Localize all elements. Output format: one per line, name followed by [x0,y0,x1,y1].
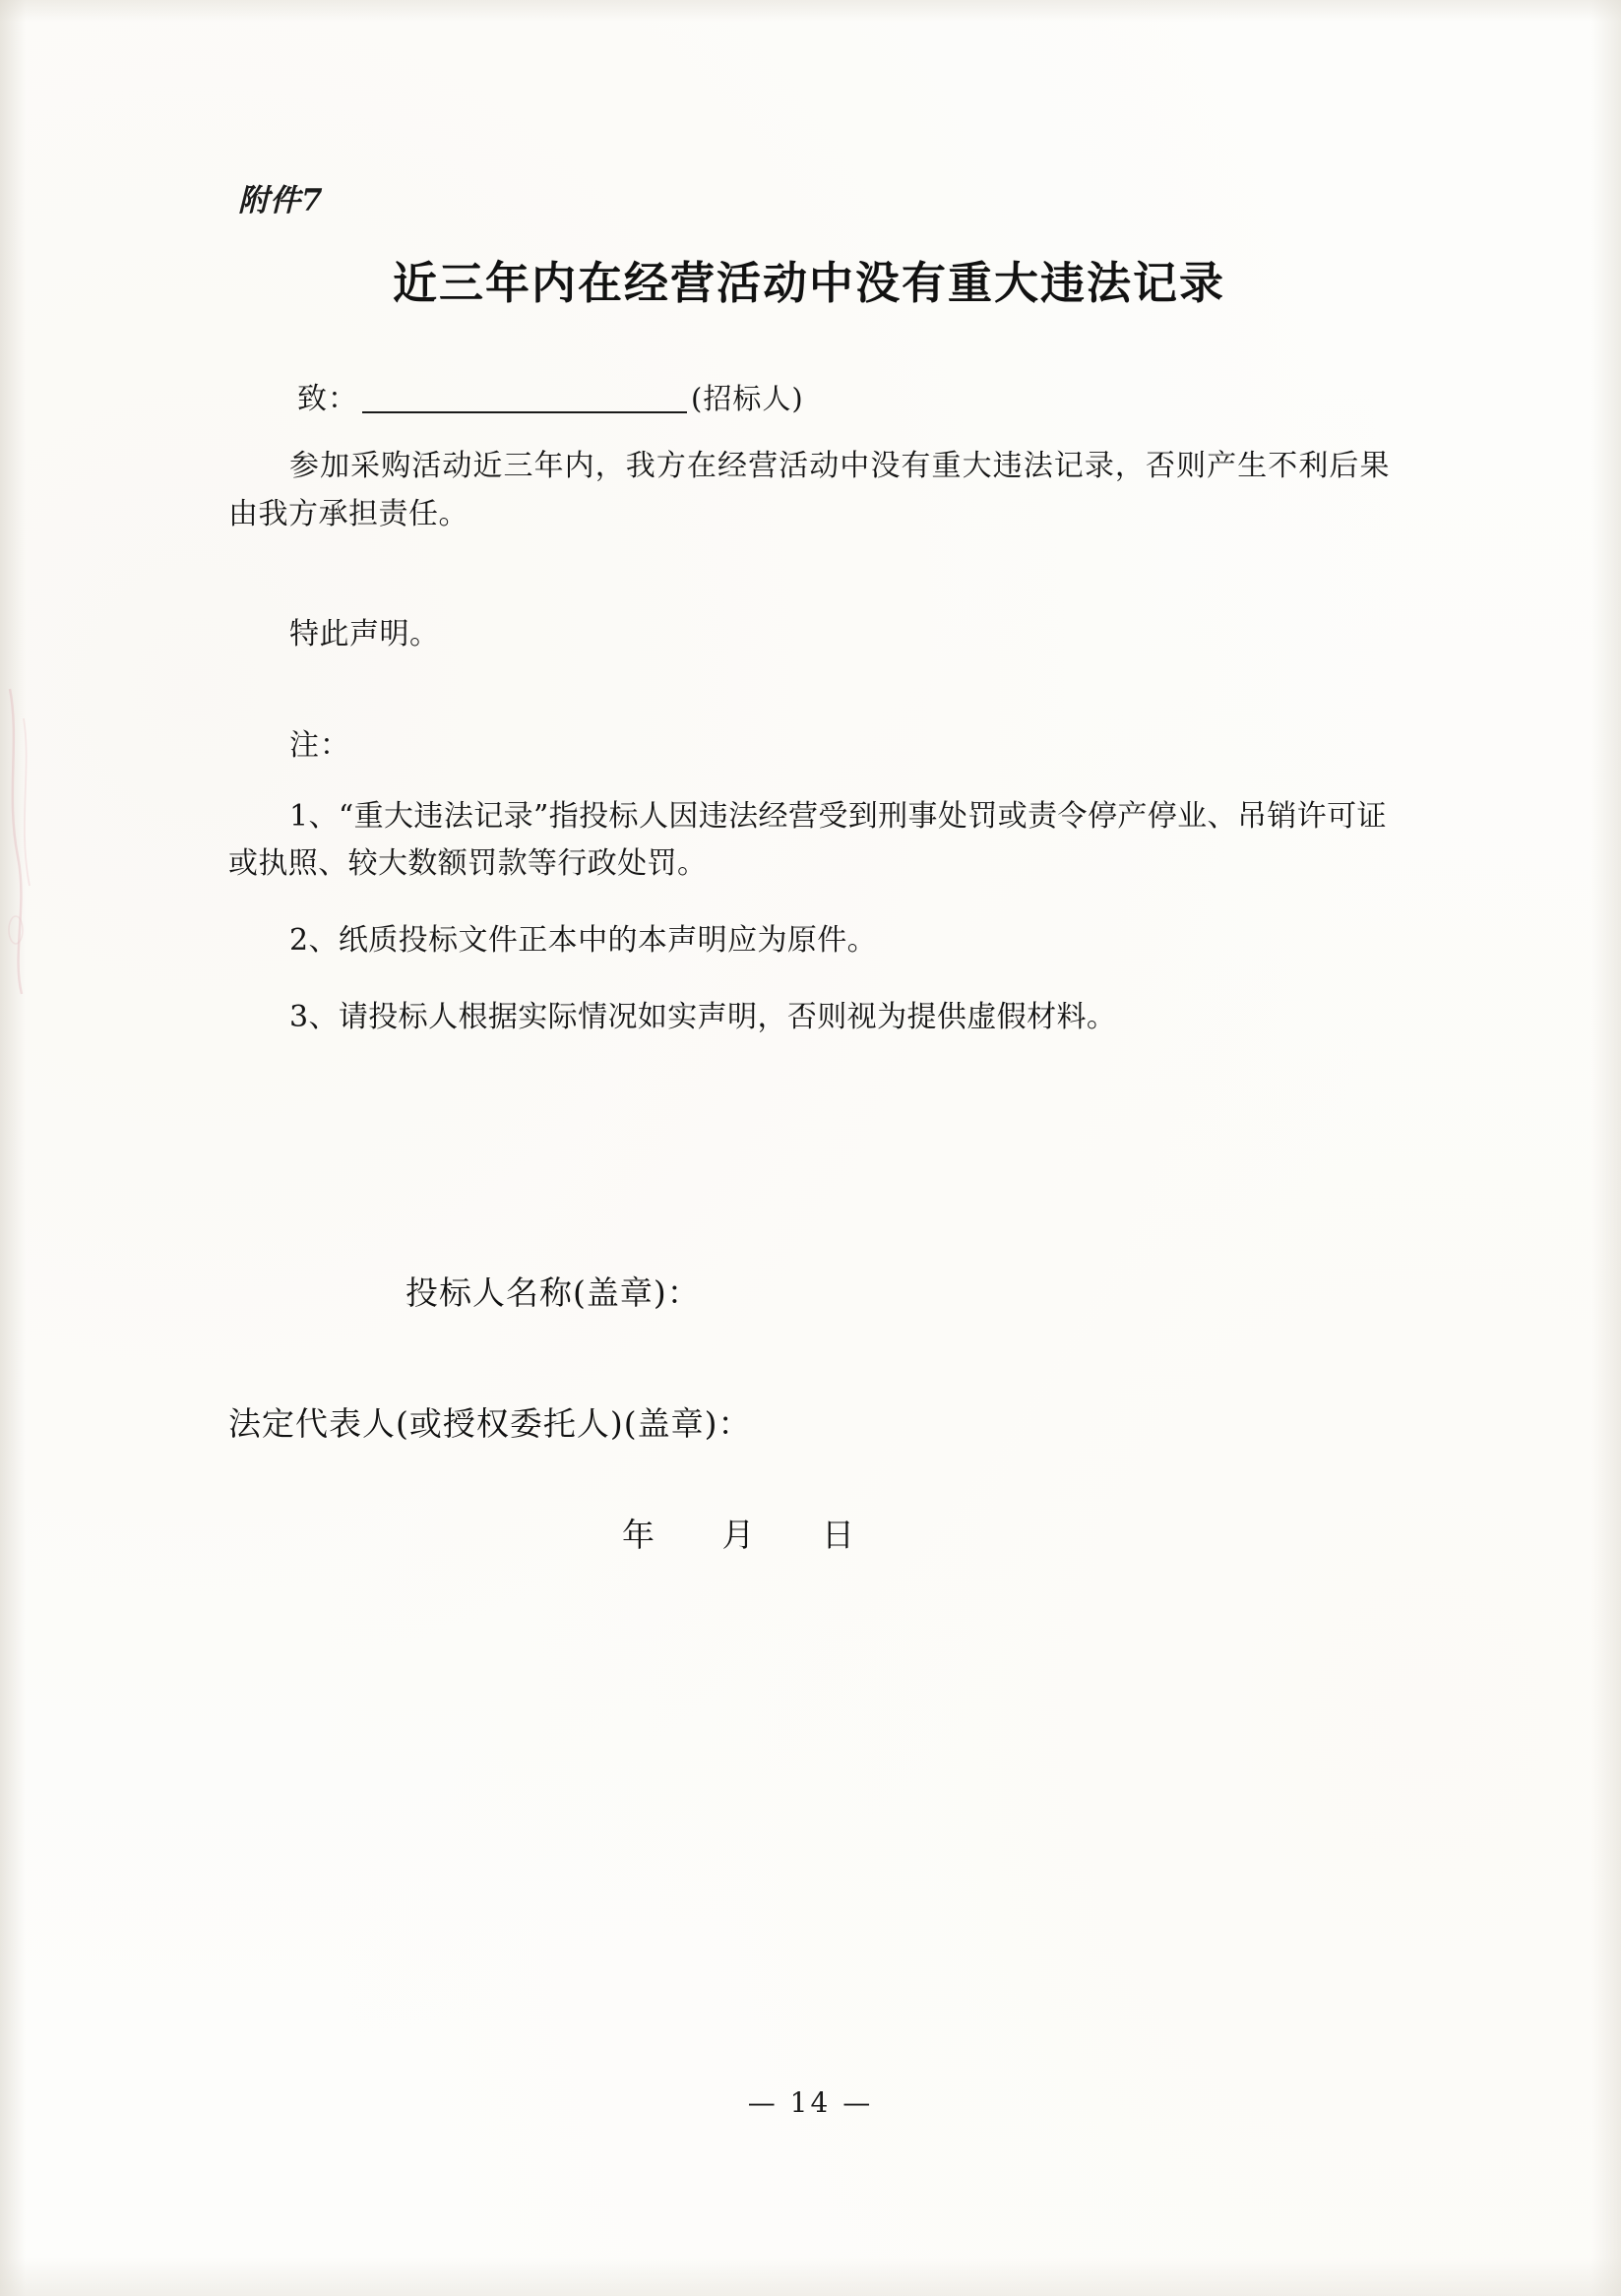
addressee-row [297,374,1390,417]
bidder-name-field[interactable]: 投标人名称(盖章)： [405,1272,701,1312]
note-item: 2、纸质投标文件正本中的本声明应为原件。 [289,922,878,958]
date-year-label: 年 [622,1515,655,1554]
date-day-label: 日 [822,1515,855,1554]
paper-edge-left [0,0,26,2296]
addressee-label: 致： [297,382,358,416]
paper-edge-top [0,0,1621,22]
note-item: 3、请投标人根据实际情况如实声明，否则视为提供虚假材料。 [289,999,1117,1034]
page-number: — 14 — [747,2086,874,2119]
date-month-label: 月 [721,1515,756,1554]
addressee-input[interactable] [362,382,687,413]
paper-edge-right [1591,0,1621,2296]
declaration-paragraph: 参加采购活动近三年内，我方在经营活动中没有重大违法记录，否则产生不利后果由我方承担责任。 [228,449,1390,531]
signature-block [228,1268,1390,1556]
stamp-smudge-icon [4,679,43,1004]
notes-heading: 注： [289,727,350,763]
paper-edge-bottom [0,2257,1621,2296]
addressee-suffix: (招标人) [691,382,804,415]
note-item: 1、“重大违法记录”指投标人因违法经营受到刑事处罚或责令停产停业、吊销许可证或执照、较大数额罚款等行政处罚。 [228,798,1387,881]
declaration-closing: 特此声明。 [289,617,440,652]
date-line[interactable] [622,1510,1390,1556]
page-title: 近三年内在经营活动中没有重大违法记录 [392,257,1225,309]
legal-representative-field[interactable]: 法定代表人(或授权委托人)(盖章)： [228,1403,752,1443]
document-content [228,175,1390,1556]
attachment-label: 附件7 [238,183,324,218]
